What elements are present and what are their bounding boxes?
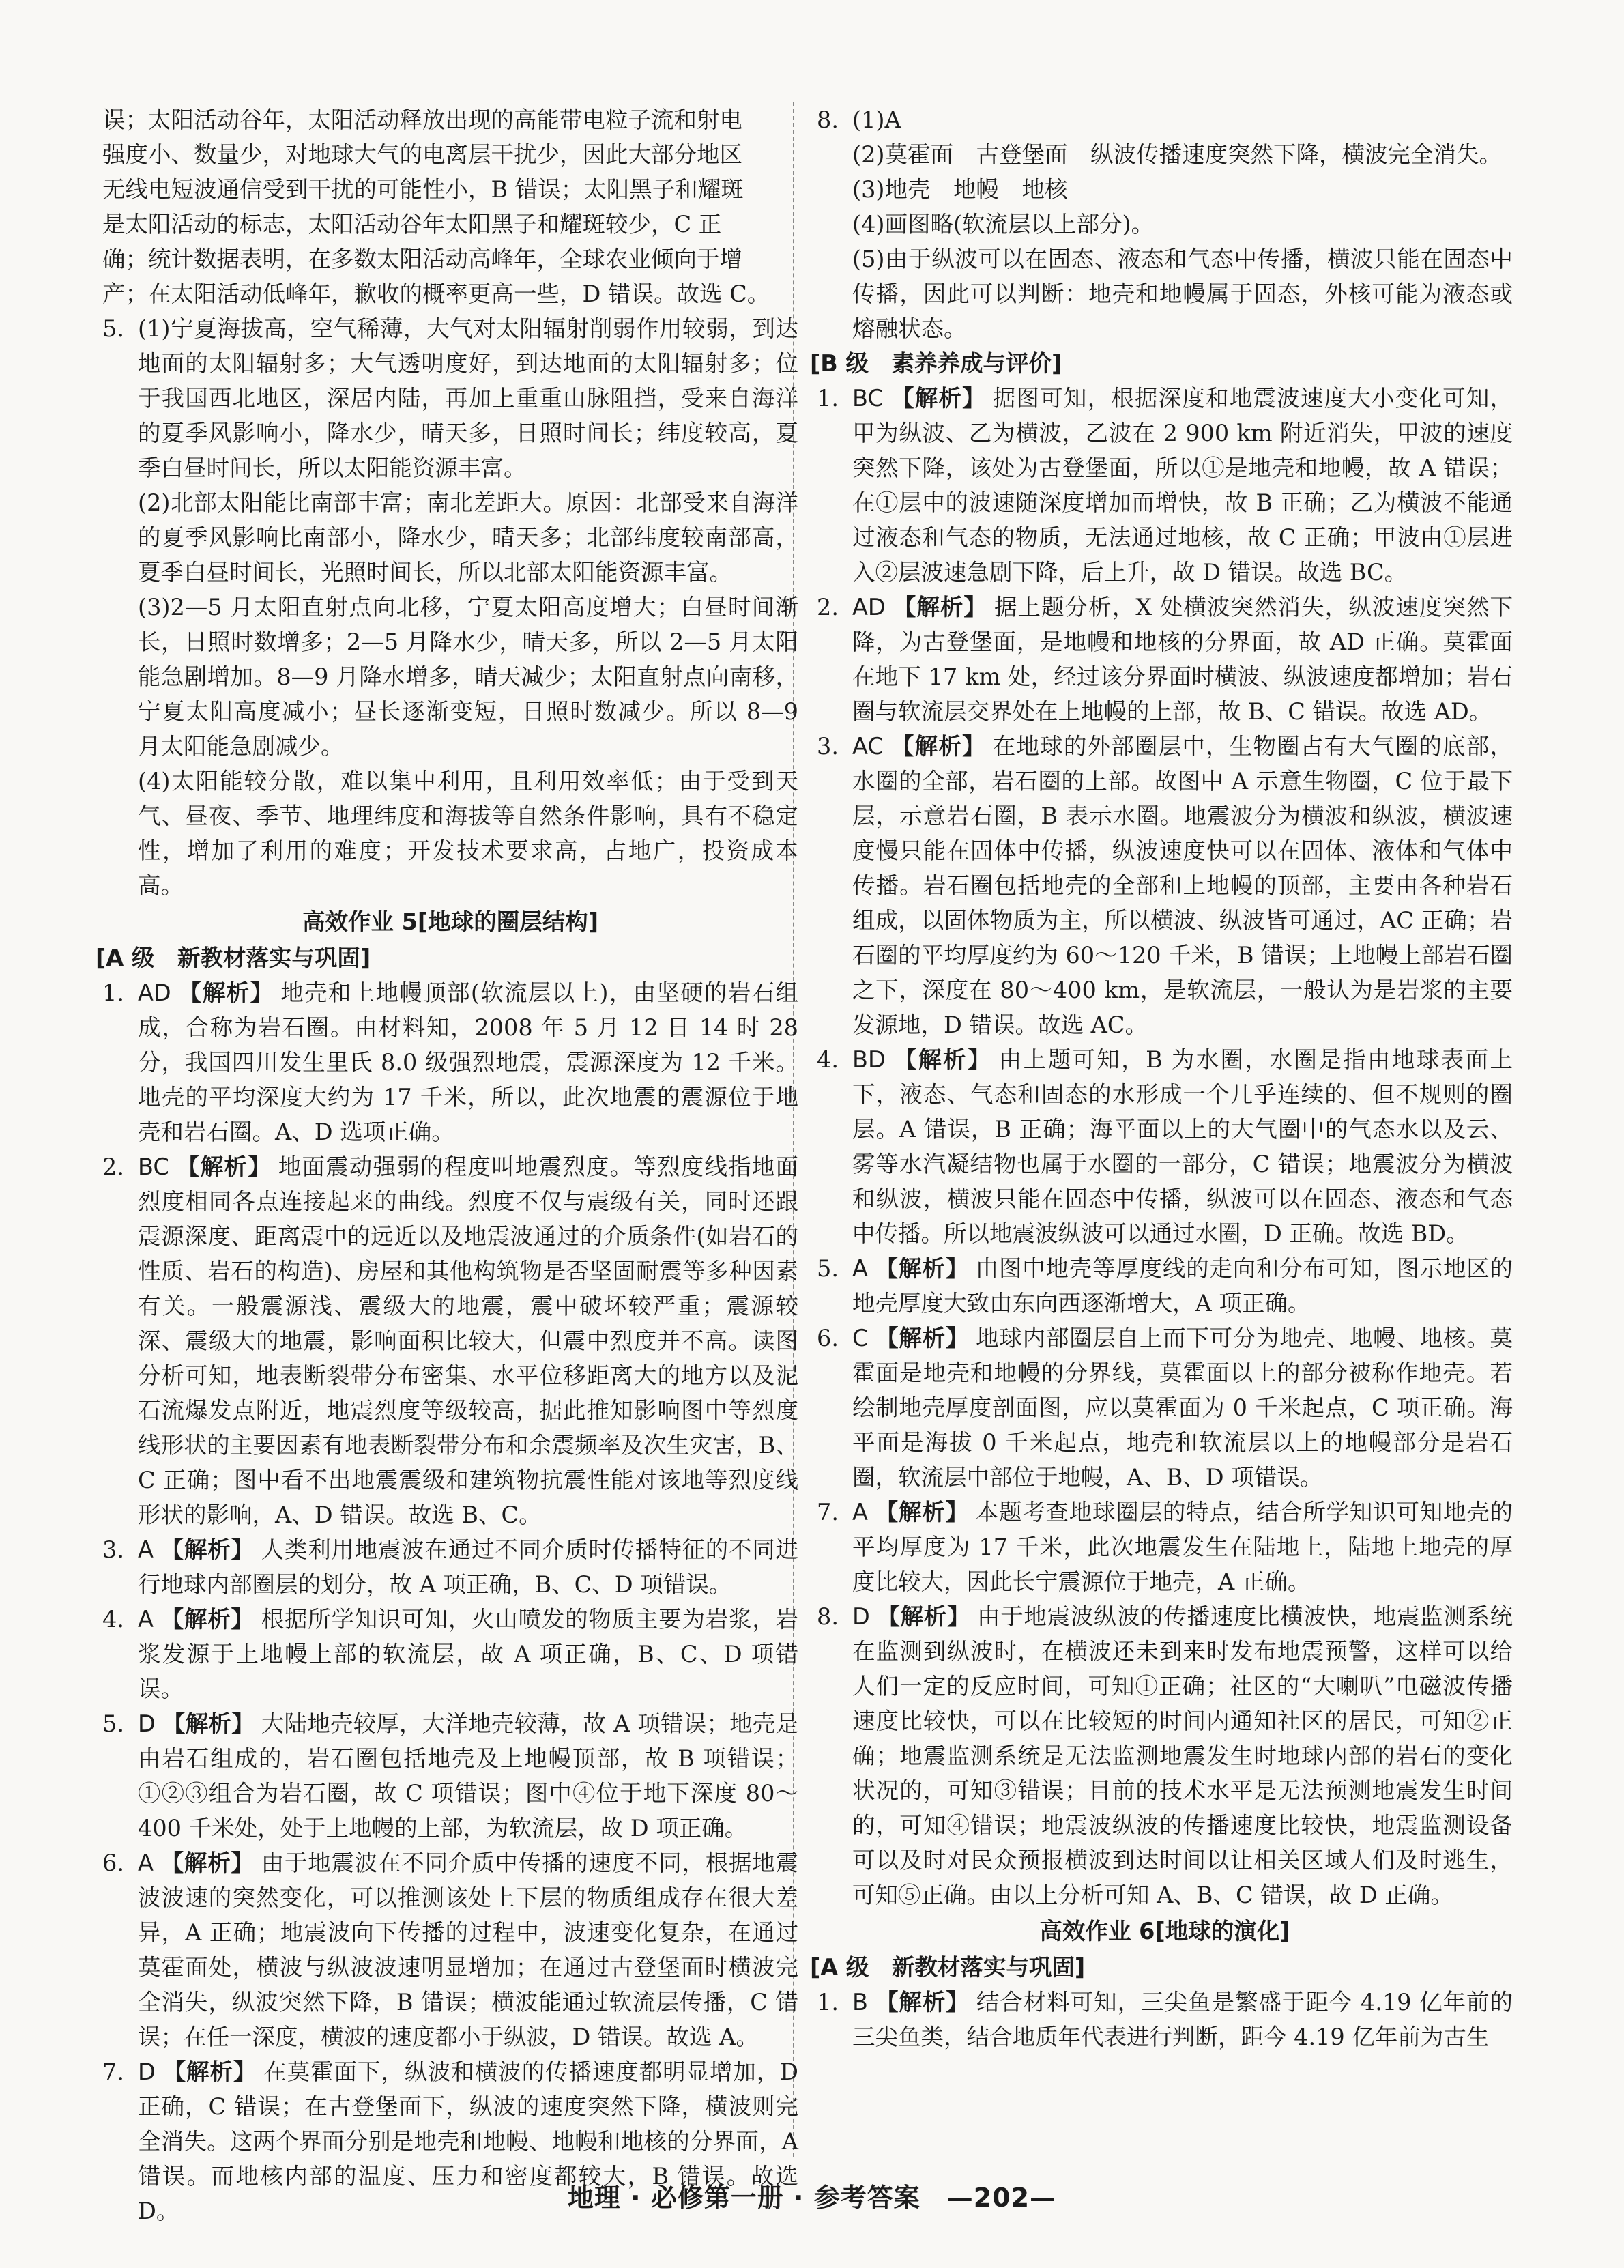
item-number: 3. — [817, 733, 839, 760]
item-text: (4)太阳能较分散，难以集中利用，且利用效率低；由于受到天气、昼夜、季节、地理纬度和海拔等自然条件影响，具有不稳定性，增加了利用的难度；开发技术要求高，占地广，投资成本高。 — [138, 768, 798, 899]
item-text: 由于地震波在不同介质中传播的速度不同，根据地震波波速的突然变化，可以推测该处上下层的物质组成存在很大差异，A 正确；地震波向下传播的过程中，波速变化复杂，在通过莫霍面处，横波与纵波波速明显增加；在通过古登堡面时横波完全消失，纵波突然下降，B 错误；横波能通过软流层传播，C 错误；在任一深度，横波的速度都小于纵波，D 错误。故选 A。 — [138, 1850, 799, 2050]
item-text: 地壳和上地幔顶部(软流层以上)，由坚硬的岩石组成，合称为岩石圈。由材料知，2008 年 5 月 12 日 14 时 28 分，我国四川发生里氏 8.0 级强烈地震，震源深度为 12 千米。地壳的平均深度大约为 17 千米，所以，此次地震的震源位于地壳和岩石圈。A、D 选项正确。 — [138, 979, 799, 1145]
item-text: 根据所学知识可知，火山喷发的物质主要为岩浆，岩浆发源于上地幔上部的软流层，故 A 项正确，B、C、D 项错误。 — [138, 1606, 799, 1702]
analysis-tag: 【解析】 — [890, 733, 986, 760]
analysis-tag: 【解析】 — [892, 594, 987, 620]
item-number: 5. — [817, 1255, 839, 1282]
continued-line: 误；太阳活动谷年，太阳活动释放出现的高能带电粒子流和射电 — [102, 106, 742, 133]
item-number: 2. — [102, 1153, 124, 1180]
answer-item — [102, 311, 798, 903]
item-text: 本题考查地球圈层的特点，结合所学知识可知地壳的平均厚度为 17 千米，此次地震发生在陆地上，陆地上地壳的厚度比较大，因此长宁震源位于地壳，A 正确。 — [852, 1499, 1513, 1595]
analysis-tag: 【解析】 — [160, 1536, 255, 1563]
item-number: 7. — [817, 1499, 839, 1525]
analysis-tag: 【解析】 — [175, 1153, 272, 1180]
item-text: 地面震动强弱的程度叫地震烈度。等烈度线指地面烈度相同各点连接起来的曲线。烈度不仅与震级有关，同时还跟震源深度、距离震中的远近以及地震波通过的介质条件(如岩石的性质、岩石的构造)、房屋和其他构筑物是否坚固耐震等多种因素有关。一般震源浅、震级大的地震，震中破坏较严重；震源较深、震级大的地震，影响面积比较大，但震中烈度并不高。读图分析可知，地表断裂带分布密集、水平位移距离大的地方以及泥石流爆发点附近，地震烈度等级较高，据此推知影响图中等烈度线形状的主要因素有地表断裂带分布和余震频率及次生灾害，B、C 正确；图中看不出地震震级和建筑物抗震性能对该地等烈度线形状的影响，A、D 错误。故选 B、C。 — [138, 1153, 799, 1528]
item-text: 由上题可知，B 为水圈，水圈是指由地球表面上下，液态、气态和固态的水形成一个几乎连续的、但不规则的圈层。A 错误，B 正确；海平面以上的大气圈中的气态水以及云、雾等水汽凝结物也属于水圈的一部分，C 错误；地震波分为横波和纵波，横波只能在固态中传播，纵波可以在固态、液态和气态中传播。所以地震波纵波可以通过水圈，D 正确。故选 BD。 — [852, 1046, 1513, 1247]
answer-item — [817, 381, 1513, 590]
answer-item — [102, 1706, 798, 1846]
item-number: 3. — [102, 1536, 124, 1563]
item-number: 6. — [817, 1325, 839, 1351]
analysis-tag: 【解析】 — [162, 1710, 255, 1737]
item-text: 人类利用地震波在通过不同介质时传播特征的不同进行地球内部圈层的划分，故 A 项正确，B、C、D 项错误。 — [138, 1536, 799, 1598]
item-number: 6. — [102, 1850, 124, 1876]
level-heading: [A 级 新教材落实与巩固] — [96, 945, 371, 971]
item-text: (1)A — [852, 106, 901, 133]
item-text: (3)2—5 月太阳直射点向北移，宁夏太阳高度增大；白昼时间渐长，日照时数增多；2—5 月降水少，晴天多，所以 2—5 月太阳能急剧增加。8—9 月降水增多，晴天减少；太阳直射点向南移，宁夏太阳高度减小；昼长逐渐变短，日照时数减少。所以 8—9 月太阳能急剧减少。 — [138, 594, 798, 760]
analysis-tag: 【解析】 — [162, 2058, 257, 2085]
item-number: 5. — [102, 315, 124, 342]
level-heading: [A 级 新教材落实与巩固] — [810, 1954, 1086, 1981]
answer-key: BC — [852, 385, 884, 412]
continued-line: 产；在太阳活动低峰年，歉收的概率更高一些，D 错误。故选 C。 — [102, 281, 770, 307]
item-number: 1. — [817, 385, 839, 412]
answer-key: AD — [138, 979, 171, 1006]
left-column — [96, 102, 799, 2228]
answer-key: D — [852, 1603, 870, 1630]
right-column — [810, 102, 1513, 2054]
answer-key: A — [852, 1499, 868, 1525]
analysis-tag: 【解析】 — [177, 979, 274, 1006]
item-text: 据图可知，根据深度和地震波速度大小变化可知，甲为纵波、乙为横波，乙波在 2 900 km 附近消失，甲波的速度突然下降，该处为古登堡面，所以①是地壳和地幔，故 A 错误；在①层中的波速随深度增加而增快，故 B 正确；乙为横波不能通过液态和气态的物质，无法通过地核，故 C 正确；甲波由①层进入②层波速急剧下降，后上升，故 D 错误。故选 BC。 — [852, 385, 1513, 586]
item-text: (1)宁夏海拔高，空气稀薄，大气对太阳辐射削弱作用较弱，到达地面的太阳辐射多；大气透明度好，到达地面的太阳辐射多；位于我国西北地区，深居内陆，再加上重重山脉阻挡，受来自海洋的夏季风影响小，降水少，晴天多，日照时间长；纬度较高，夏季白昼时间长，所以太阳能资源丰富。 — [138, 315, 798, 481]
analysis-tag: 【解析】 — [892, 1046, 992, 1073]
item-text: (2)北部太阳能比南部丰富；南北差距大。原因：北部受来自海洋的夏季风影响比南部小，降水少，晴天多；北部纬度较南部高，夏季白昼时间长，光照时间长，所以北部太阳能资源丰富。 — [138, 489, 798, 586]
item-text: (5)由于纵波可以在固态、液态和气态中传播，横波只能在固态中传播，因此可以判断：地壳和地幔属于固态，外核可能为液态或熔融状态。 — [852, 246, 1513, 342]
item-text: 由图中地壳等厚度线的走向和分布可知，图示地区的地壳厚度大致由东向西逐渐增大，A 项正确。 — [852, 1255, 1513, 1317]
item-text: 结合材料可知，三尖鱼是繁盛于距今 4.19 亿年前的三尖鱼类，结合地质年代表进行判断，距今 4.19 亿年前为古生 — [852, 1989, 1513, 2050]
answer-key: A — [138, 1606, 154, 1633]
answer-key: D — [138, 1710, 156, 1737]
item-number: 4. — [102, 1606, 124, 1633]
page-footer: 地理 · 必修第一册 · 参考答案 —202— — [567, 2183, 1057, 2213]
analysis-tag: 【解析】 — [875, 1325, 970, 1351]
level-heading: [B 级 素养养成与评价] — [810, 350, 1062, 377]
item-text: 在地球的外部圈层中，生物圈占有大气圈的底部，水圈的全部，岩石圈的上部。故图中 A 示意生物圈，C 位于最下层，示意岩石圈，B 表示水圈。地震波分为横波和纵波，横波速度慢只能在固体中传播，纵波速度快可以在固体、液体和气体中传播。岩石圈包括地壳的全部和上地幔的顶部，主要由各种岩石组成，以固体物质为主，所以横波、纵波皆可通过，AC 正确；岩石圈的平均厚度约为 60～120 千米，B 错误；上地幔上部岩石圈之下，深度在 80～400 km，是软流层，一般认为是岩浆的主要发源地，D 错误。故选 AC。 — [852, 733, 1513, 1038]
answer-item — [817, 1251, 1513, 1321]
item-text: 大陆地壳较厚，大洋地壳较薄，故 A 项错误；地壳是由岩石组成的，岩石圈包括地壳及上地幔顶部，故 B 项错误；①②③组合为岩石圈，故 C 项错误；图中④位于地下深度 80～400 千米处，处于上地幔的上部，为软流层，故 D 项正确。 — [138, 1710, 799, 1841]
answer-item — [817, 590, 1513, 729]
answer-key: D — [138, 2058, 156, 2085]
answer-key: C — [852, 1325, 869, 1351]
item-number: 7. — [102, 2058, 124, 2085]
item-number: 8. — [817, 1603, 839, 1630]
analysis-tag: 【解析】 — [160, 1606, 255, 1633]
answer-item — [817, 1599, 1513, 1912]
answer-key: A — [138, 1850, 154, 1876]
answer-item — [102, 1532, 798, 1602]
continued-line: 无线电短波通信受到干扰的可能性小，B 错误；太阳黑子和耀斑 — [102, 176, 744, 203]
item-number: 2. — [817, 594, 839, 620]
analysis-tag: 【解析】 — [874, 1255, 969, 1282]
analysis-tag: 【解析】 — [876, 1603, 971, 1630]
answer-item — [102, 975, 798, 1149]
answer-item — [817, 1495, 1513, 1599]
answer-key: AC — [852, 733, 884, 760]
answer-item — [102, 1149, 798, 1532]
answer-key: A — [852, 1255, 868, 1282]
item-number: 1. — [102, 979, 124, 1006]
section-title: 高效作业 5[地球的圈层结构] — [302, 908, 599, 935]
answer-key: BC — [138, 1153, 169, 1180]
answer-item — [817, 1042, 1513, 1251]
analysis-tag: 【解析】 — [874, 1499, 969, 1525]
analysis-tag: 【解析】 — [160, 1850, 255, 1876]
continued-line: 强度小、数量少，对地球大气的电离层干扰少，因此大部分地区 — [102, 141, 742, 168]
answer-item — [817, 1321, 1513, 1495]
item-text: (4)画图略(软流层以上部分)。 — [852, 211, 1155, 238]
item-text: 由于地震波纵波的传播速度比横波快，地震监测系统在监测到纵波时，在横波还未到来时发布地震预警，这样可以给人们一定的反应时间，可知①正确；社区的“大喇叭”电磁波传播速度比较快，可以在比较短的时间内通知社区的居民，可知②正确；地震监测系统是无法监测地震发生时地球内部的岩石的变化状况的，可知③错误；目前的技术水平是无法预测地震发生时间的，可知④错误；地震波纵波的传播速度比较快，地震监测设备可以及时对民众预报横波到达时间以让相关区域人们及时逃生，可知⑤正确。由以上分析可知 A、B、C 错误，故 D 正确。 — [852, 1603, 1513, 1908]
answer-item — [102, 1846, 798, 2054]
answer-key: AD — [852, 594, 886, 620]
item-number: 1. — [817, 1989, 839, 2015]
item-number: 5. — [102, 1710, 124, 1737]
continued-line: 是太阳活动的标志，太阳活动谷年太阳黑子和耀斑较少，C 正 — [102, 211, 722, 238]
item-text: 在莫霍面下，纵波和横波的传播速度都明显增加，D 正确，C 错误；在古登堡面下，纵波的速度突然下降，横波则完全消失。这两个界面分别是地壳和地幔、地幔和地核的分界面，A 错误。而地核内部的温度、压力和密度都较大，B 错误。故选 D。 — [138, 2058, 799, 2224]
analysis-tag: 【解析】 — [874, 1989, 970, 2015]
item-number: 4. — [817, 1046, 839, 1073]
continued-line: 确；统计数据表明，在多数太阳活动高峰年，全球农业倾向于增 — [102, 246, 742, 272]
answer-item — [817, 102, 1513, 346]
item-text: 地球内部圈层自上而下可分为地壳、地幔、地核。莫霍面是地壳和地幔的分界线，莫霍面以上的部分被称作地壳。若绘制地壳厚度剖面图，应以莫霍面为 0 千米起点，C 项正确。海平面是海拔 0 千米起点，地壳和软流层以上的地幔部分是岩石圈，软流层中部位于地幔，A、B、D 项错误。 — [852, 1325, 1513, 1491]
analysis-tag: 【解析】 — [890, 385, 986, 412]
answer-key: B — [852, 1989, 868, 2015]
answer-key: BD — [852, 1046, 886, 1073]
item-text: (2)莫霍面 古登堡面 纵波传播速度突然下降，横波完全消失。 — [852, 141, 1502, 168]
item-number: 8. — [817, 106, 839, 133]
item-text: 据上题分析，X 处横波突然消失，纵波速度突然下降，为古登堡面，是地幔和地核的分界面，故 AD 正确。莫霍面在地下 17 km 处，经过该分界面时横波、纵波速度都增加；岩石圈与软流层交界处在上地幔的上部，故 B、C 错误。故选 AD。 — [852, 594, 1513, 725]
answer-item — [817, 1985, 1513, 2054]
answer-key: A — [138, 1536, 154, 1563]
section-title: 高效作业 6[地球的演化] — [1039, 1918, 1290, 1944]
answer-item — [102, 1602, 798, 1706]
item-text: (3)地壳 地幔 地核 — [852, 176, 1068, 203]
answer-item — [817, 729, 1513, 1042]
